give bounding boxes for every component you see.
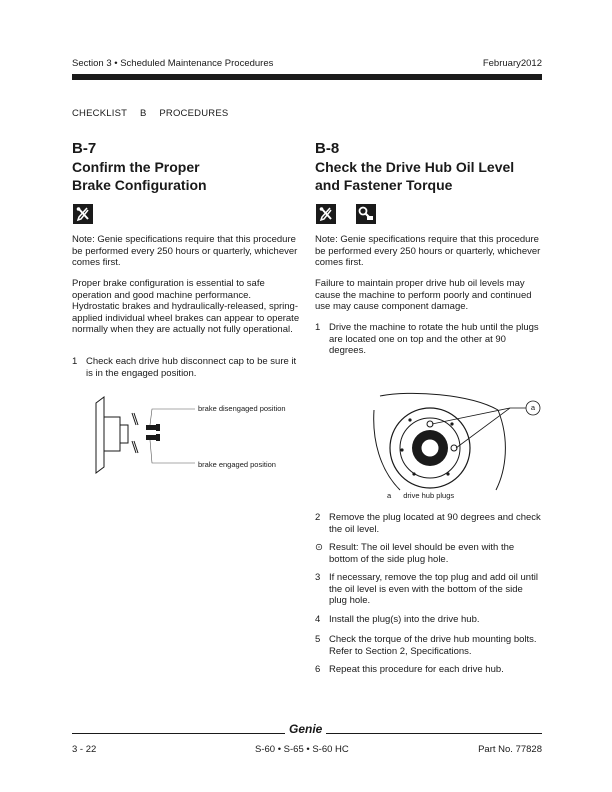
b8-body: Failure to maintain proper drive hub oil levels may cause the machine to perform poorly and continued use may cause component damage. bbox=[315, 278, 532, 313]
b7-fig-label-engaged: brake engaged position bbox=[198, 460, 276, 469]
step-number: 3 bbox=[315, 572, 321, 583]
b8-number: B-8 bbox=[315, 140, 340, 157]
b8-step-6 bbox=[315, 664, 543, 676]
step-text: Repeat this procedure for each drive hub. bbox=[329, 664, 504, 675]
b8-step-5 bbox=[315, 634, 543, 657]
step-text: Result: The oil level should be even with the bottom of the side plug hole. bbox=[329, 542, 515, 565]
step-number: 6 bbox=[315, 664, 321, 675]
b8-fig-caption bbox=[387, 491, 454, 500]
b8-step-4 bbox=[315, 614, 543, 626]
section-label bbox=[72, 108, 238, 119]
b8-fig-callout: a bbox=[530, 403, 536, 412]
step-text: Check each drive hub disconnect cap to be sure it is in the engaged position. bbox=[86, 356, 297, 379]
step-number: 4 bbox=[315, 614, 321, 625]
header-date: February2012 bbox=[482, 58, 542, 69]
b7-title bbox=[72, 158, 207, 194]
b7-title-line2: Brake Configuration bbox=[72, 177, 207, 193]
b8-step-2 bbox=[315, 512, 543, 535]
result-icon: ⊙ bbox=[315, 542, 323, 553]
section-label-checklist: CHECKLIST bbox=[72, 108, 128, 119]
b7-step-1 bbox=[72, 356, 300, 379]
b8-step-3 bbox=[315, 572, 543, 607]
b8-fig-caption-letter: a bbox=[387, 491, 392, 500]
b7-body: Proper brake configuration is essential to safe operation and good machine performance. Hydrostatic brakes and hydraulically-released, spring-applied individual wheel brakes can appear to operate normally when they are actually not fully operational. bbox=[72, 278, 300, 336]
step-number: 2 bbox=[315, 512, 321, 523]
tools-icon bbox=[73, 204, 93, 224]
b8-title-line2: and Fastener Torque bbox=[315, 177, 453, 193]
step-text: If necessary, remove the top plug and add oil until the oil level is even with the bottom of the side plug hole. bbox=[329, 572, 538, 607]
b8-title-line1: Check the Drive Hub Oil Level bbox=[315, 159, 515, 175]
footer-page-number: 3 - 22 bbox=[72, 744, 97, 755]
drive-hub-diagram bbox=[370, 390, 542, 498]
tools-icon bbox=[316, 204, 336, 224]
header-section-title: Section 3 • Scheduled Maintenance Procedures bbox=[72, 58, 274, 69]
footer-part-number: Part No. 77828 bbox=[478, 744, 542, 755]
b8-step-1 bbox=[315, 322, 543, 357]
b8-step-result bbox=[315, 542, 543, 565]
header-rule bbox=[72, 74, 542, 80]
step-number: 1 bbox=[315, 322, 321, 333]
b8-title bbox=[315, 158, 514, 194]
genie-logo: Genie bbox=[285, 722, 326, 736]
b7-number: B-7 bbox=[72, 140, 97, 157]
b7-fig-label-disengaged: brake disengaged position bbox=[198, 404, 286, 413]
step-text: Check the torque of the drive hub mounting bolts. Refer to Section 2, Specifications. bbox=[329, 634, 537, 657]
b7-title-line1: Confirm the Proper bbox=[72, 159, 200, 175]
step-number: 1 bbox=[72, 356, 78, 367]
b8-note: Note: Genie specifications require that this procedure be performed every 250 hours or quarterly, whichever comes first. bbox=[315, 234, 541, 269]
step-text: Drive the machine to rotate the hub until the plugs are located one on top and the other at 90 degrees. bbox=[329, 322, 539, 357]
step-number: 5 bbox=[315, 634, 321, 645]
section-label-procedures: PROCEDURES bbox=[159, 108, 229, 119]
footer-models: S-60 • S-65 • S-60 HC bbox=[255, 744, 349, 755]
b8-fig-caption-text: drive hub plugs bbox=[403, 491, 455, 500]
section-label-letter: B bbox=[139, 108, 147, 119]
hand-wrench-icon bbox=[356, 204, 376, 224]
b7-note: Note: Genie specifications require that this procedure be performed every 250 hours or quarterly, whichever comes first. bbox=[72, 234, 298, 269]
step-text: Remove the plug located at 90 degrees and check the oil level. bbox=[329, 512, 541, 535]
step-text: Install the plug(s) into the drive hub. bbox=[329, 614, 480, 625]
